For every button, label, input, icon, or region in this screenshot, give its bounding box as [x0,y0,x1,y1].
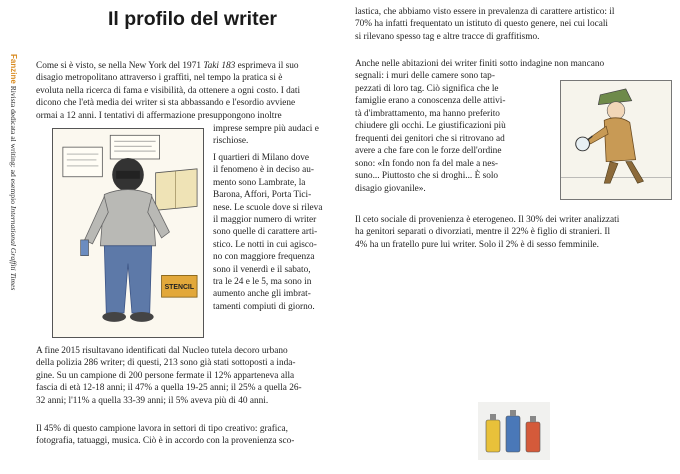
school-line: si rilevano spesso tag e altre tracce di graffitismo. [355,31,540,42]
intro-line: imprese sempre più audaci e [213,124,319,134]
taki-name: Taki 183 [203,61,236,71]
side-caption [2,54,20,344]
social-paragraph [355,214,619,251]
stats-line: A fine 2015 risultavano identificati dal Nucleo tutela decoro urbano [36,346,288,356]
homes-line: pezzati di loro tag. Ciò significa che le [355,83,499,94]
intro-line: dicono che l'età media dei writer si sta abbassando e l'esordio avviene [36,98,296,109]
intro-line: ormai a 12 anni. I tentativi di affermazione presuppongono inoltre [36,110,282,121]
work-line: fotografia, tatuaggi, musica. Ciò è in accordo con la provenienza sco- [36,436,295,447]
intro-line-1: Come si è visto, se nella New York del 1971 Taki 183 esprimeva il suo [36,61,299,71]
homes-line: disagio giovanile». [355,183,426,194]
intro-line: rischiose. [213,136,249,147]
school-line: lastica, che abbiamo visto essere in prevalenza di carattere artistico: il [355,7,615,17]
stencil-label: STENCIL [164,284,195,292]
stats-line: 32 anni; l'11% a quella 33-39 anni; il 5% aveva più di 40 anni. [36,395,269,406]
homes-line: sono: «In fondo non fa del male a nes- [355,158,499,169]
milano-line: tra le 24 e le 5, ma sono in [213,277,312,288]
homes-continued [355,133,505,195]
homes-line: Anche nelle abitazioni dei writer finiti sotto indagine non mancano [355,59,605,69]
homes-line: suno... Piuttosto che si droghi... È solo [355,171,499,182]
intro-line: evoluta nella ricerca di fama e visibilità, da ottenere a ogni costo. I dati [36,85,301,96]
page-title: Il profilo del writer [108,8,278,30]
social-line: ha genitori separati o divorziati, mentre il 22% è figlio di stranieri. Il [355,227,611,238]
stats-line: gine. Su un campione di 200 persone fermate il 12% apparteneva alla [36,370,295,381]
intro-continued [213,123,319,148]
work-paragraph [36,423,294,448]
intro-paragraph [36,60,300,122]
milano-line: sono il venerdì e il sabato, [213,264,311,275]
school-line: 70% ha infatti frequentato un istituto di questo genere, nei cui locali [355,19,609,30]
writer-illustration [52,128,204,338]
spray-cans-illustration [478,402,550,460]
side-caption-text: Rivista dedicata al writing: ad esempio [9,85,18,204]
milano-line: mento sono Lambrate, la [213,177,306,188]
intro-line: disagio metropolitano attraverso i graffiti, nel tempo la pratica si è [36,73,283,84]
homes-line: segnali: i muri delle camere sono tap- [355,71,495,82]
milano-line: sono quelle di carattere arti- [213,227,318,238]
milano-line: aumento anche gli imbrat- [213,289,311,300]
stats-line: fascia di età 12-18 anni; il 47% a quella 19-25 anni; il 25% a quella 26- [36,383,302,394]
milano-line: tamenti compiuti di giorno. [213,301,315,312]
milano-paragraph [213,152,322,313]
stats-paragraph [36,345,302,407]
homes-line: chiudere gli occhi. Le giustificazioni più [355,121,506,132]
detective-illustration [560,80,672,200]
homes-line: famiglie erano a conoscenza delle attivi- [355,96,506,107]
homes-line: frequenti dei genitori che si ritrovano ad [355,134,505,144]
milano-line: I quartieri di Milano dove [213,153,310,163]
social-line: 4% ha un fratello pure lui writer. Solo il 2% è di sesso femminile. [355,239,599,250]
school-paragraph [355,6,614,43]
milano-line: stico. Le notti in cui agisco- [213,239,317,250]
side-caption-brand: Fanzine [9,54,18,84]
milano-line: no con maggiore frequenza [213,252,315,263]
homes-line: avere a che fare con le forze dell'ordine [355,146,502,157]
work-line: Il 45% di questo campione lavora in settori di tipo creativo: grafica, [36,424,288,434]
milano-line: il maggior numero di writer [213,215,317,226]
side-caption-italic: International Graffiti Times [9,205,18,291]
milano-line: il fenomeno è in deciso au- [213,165,314,176]
stats-line: della polizia 286 writer; di questi, 213 sono già stati sottoposti a inda- [36,358,296,369]
milano-line: Barona, Affori, Porta Tici- [213,190,312,201]
milano-line: nese. Le scuole dove si rileva [213,202,323,213]
homes-line: tà d'imbrattamento, ma hanno preferito [355,108,500,119]
social-line: Il ceto sociale di provenienza è eterogeneo. Il 30% dei writer analizzati [355,215,620,225]
